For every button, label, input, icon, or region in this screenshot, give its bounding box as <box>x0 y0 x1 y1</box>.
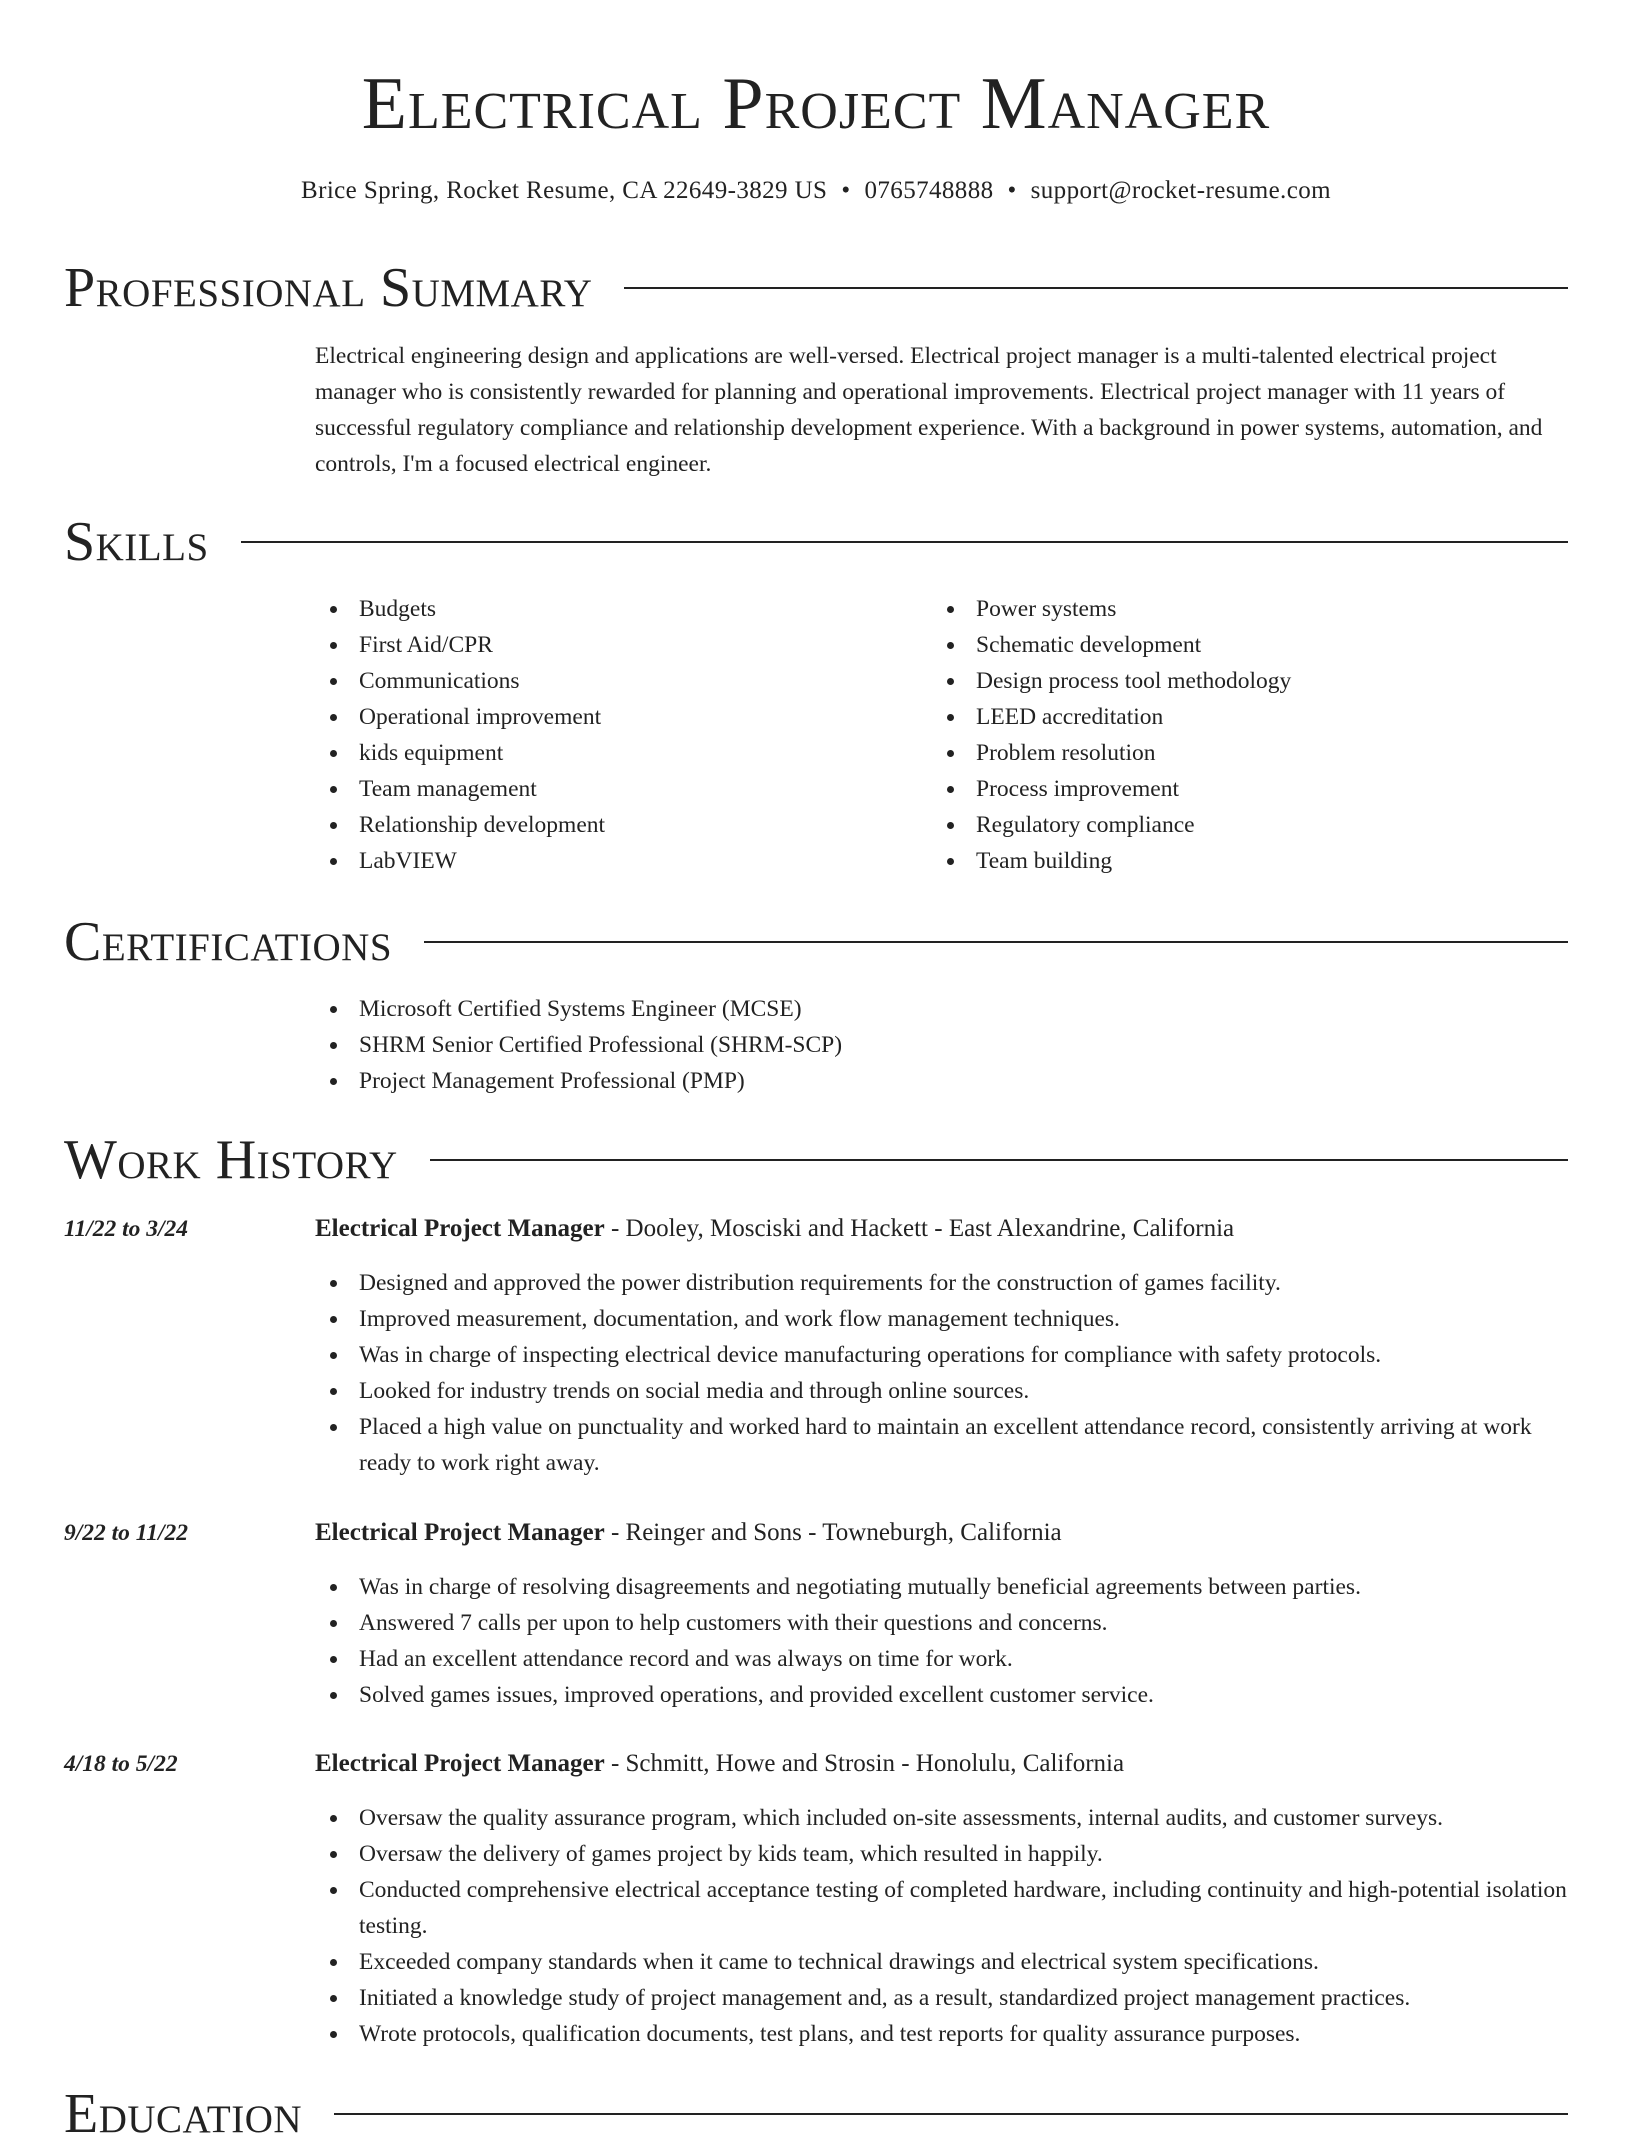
contact-email: support@rocket-resume.com <box>1030 177 1331 204</box>
certifications-block <box>315 991 1570 1099</box>
skill-item: LEED accreditation <box>932 699 1532 735</box>
certifications-heading: Certifications <box>64 911 393 973</box>
skills-left-list <box>315 591 915 879</box>
skill-item: Regulatory compliance <box>932 807 1532 843</box>
contact-line <box>0 174 1632 208</box>
job-bullet: Looked for industry trends on social media and through online sources. <box>315 1373 1570 1409</box>
job-bullets <box>315 1800 1570 2052</box>
skills-heading: Skills <box>64 511 209 573</box>
job-header <box>315 1746 1570 1782</box>
certification-item: Microsoft Certified Systems Engineer (MCSE) <box>315 991 1570 1027</box>
skills-right-column <box>932 591 1532 879</box>
summary-section-header <box>64 256 1568 320</box>
education-section-header <box>64 2082 1568 2146</box>
skill-item: Schematic development <box>932 627 1532 663</box>
section-divider <box>241 541 1568 543</box>
contact-separator: • <box>1007 177 1017 204</box>
job-bullet: Exceeded company standards when it came to technical drawings and electrical system specifications. <box>315 1944 1570 1980</box>
skill-item: Communications <box>315 663 915 699</box>
job-bullet: Had an excellent attendance record and was always on time for work. <box>315 1641 1570 1677</box>
skill-item: Budgets <box>315 591 915 627</box>
job-bullet: Conducted comprehensive electrical acceptance testing of completed hardware, including continuity and high-potential isolation testing. <box>315 1872 1570 1944</box>
section-divider <box>334 2113 1568 2115</box>
job-bullet: Wrote protocols, qualification documents, test plans, and test reports for quality assurance purposes. <box>315 2016 1570 2052</box>
job-bullet: Improved measurement, documentation, and work flow management techniques. <box>315 1301 1570 1337</box>
job-header <box>315 1515 1570 1551</box>
education-heading: Education <box>64 2083 303 2145</box>
work-section-header <box>64 1128 1568 1192</box>
certification-item: Project Management Professional (PMP) <box>315 1063 1570 1099</box>
skill-item: Design process tool methodology <box>932 663 1532 699</box>
job-bullet: Answered 7 calls per upon to help customers with their questions and concerns. <box>315 1605 1570 1641</box>
section-divider <box>624 287 1568 289</box>
contact-address: Brice Spring, Rocket Resume, CA 22649-3829 US <box>301 177 828 204</box>
certification-item: SHRM Senior Certified Professional (SHRM-SCP) <box>315 1027 1570 1063</box>
job-bullet: Was in charge of inspecting electrical device manufacturing operations for compliance with safety protocols. <box>315 1337 1570 1373</box>
job-title: Electrical Project Manager <box>315 1215 605 1242</box>
job-bullets-block <box>315 1265 1570 1481</box>
skill-item: Power systems <box>932 591 1532 627</box>
section-divider <box>430 1159 1568 1161</box>
resume-title: Electrical Project Manager <box>361 63 1271 145</box>
skill-item: Team building <box>932 843 1532 879</box>
job-bullet: Initiated a knowledge study of project management and, as a result, standardized project management practices. <box>315 1980 1570 2016</box>
work-heading: Work History <box>64 1129 398 1191</box>
certifications-section-header <box>64 910 1568 974</box>
job-details: - Dooley, Mosciski and Hackett - East Alexandrine, California <box>604 1215 1235 1242</box>
job-bullet: Designed and approved the power distribution requirements for the construction of games facility. <box>315 1265 1570 1301</box>
certifications-list <box>315 991 1570 1099</box>
job-bullet: Placed a high value on punctuality and worked hard to maintain an excellent attendance record, consistently arriving at work ready to work right away. <box>315 1409 1570 1481</box>
skill-item: Process improvement <box>932 771 1532 807</box>
skill-item: Team management <box>315 771 915 807</box>
job-bullets-block <box>315 1569 1570 1713</box>
section-divider <box>424 941 1568 943</box>
job-header <box>315 1211 1570 1247</box>
summary-heading: Professional Summary <box>64 257 593 319</box>
skill-item: LabVIEW <box>315 843 915 879</box>
skill-item: First Aid/CPR <box>315 627 915 663</box>
job-bullets <box>315 1265 1570 1481</box>
job-title: Electrical Project Manager <box>315 1519 605 1546</box>
job-details: - Schmitt, Howe and Strosin - Honolulu, California <box>604 1750 1125 1777</box>
skills-left-column <box>315 591 915 879</box>
job-bullets-block <box>315 1800 1570 2052</box>
job-title: Electrical Project Manager <box>315 1750 605 1777</box>
skill-item: kids equipment <box>315 735 915 771</box>
job-bullet: Oversaw the quality assurance program, which included on-site assessments, internal audits, and customer surveys. <box>315 1800 1570 1836</box>
contact-phone: 0765748888 <box>864 177 994 204</box>
job-bullet: Solved games issues, improved operations, and provided excellent customer service. <box>315 1677 1570 1713</box>
skill-item: Operational improvement <box>315 699 915 735</box>
job-dates: 9/22 to 11/22 <box>64 1520 189 1546</box>
skills-right-list <box>932 591 1532 879</box>
skill-item: Relationship development <box>315 807 915 843</box>
contact-separator: • <box>841 177 851 204</box>
job-dates: 11/22 to 3/24 <box>64 1216 189 1242</box>
job-dates: 4/18 to 5/22 <box>64 1751 178 1777</box>
skills-section-header <box>64 510 1568 574</box>
job-details: - Reinger and Sons - Towneburgh, California <box>604 1519 1062 1546</box>
skill-item: Problem resolution <box>932 735 1532 771</box>
job-bullet: Oversaw the delivery of games project by kids team, which resulted in happily. <box>315 1836 1570 1872</box>
summary-text: Electrical engineering design and applications are well-versed. Electrical project manager is a multi-talented electrical project manager who is consistently rewarded for planning and operational improvements. Electrical project manager with 11 years of successful regulatory compliance and relationship development experience. With a background in power systems, automation, and controls, I'm a focused electrical engineer. <box>315 343 1543 477</box>
job-bullets <box>315 1569 1570 1713</box>
job-bullet: Was in charge of resolving disagreements and negotiating mutually beneficial agreements between parties. <box>315 1569 1570 1605</box>
